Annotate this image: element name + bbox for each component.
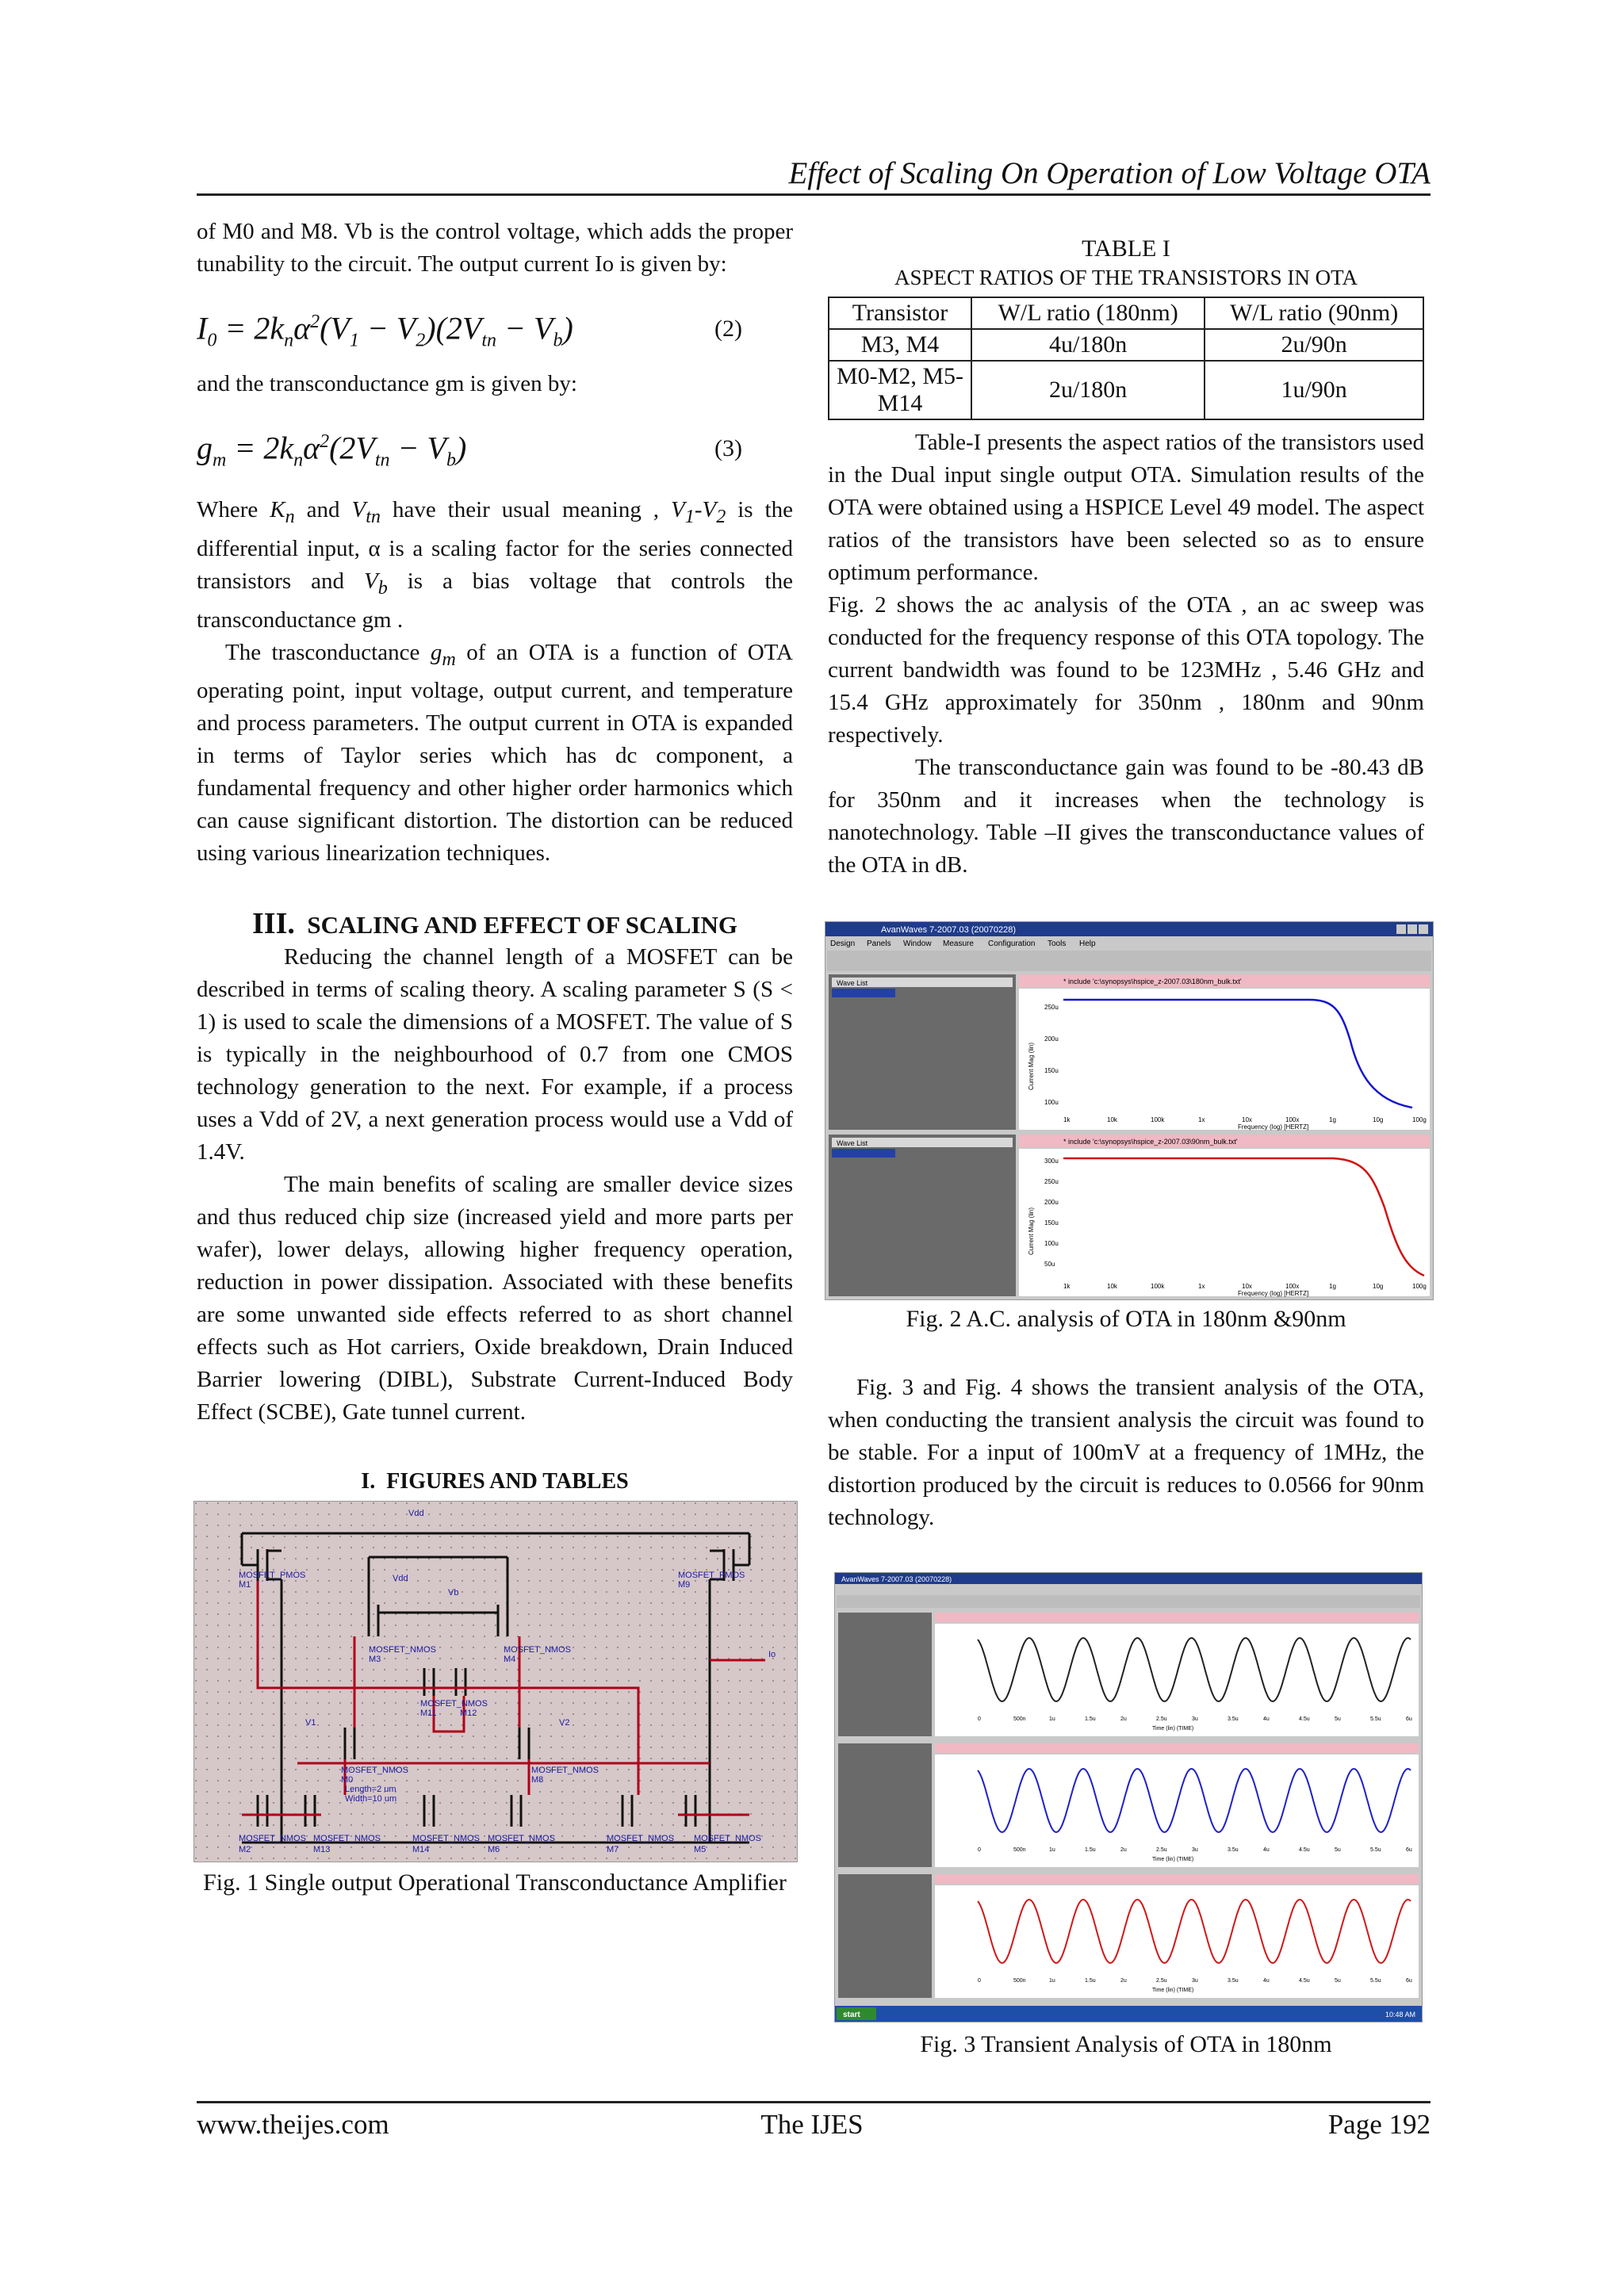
label-m4: M4: [504, 1655, 516, 1665]
table-row: [829, 361, 1423, 419]
label-m14: M14: [412, 1845, 430, 1855]
x-tick-label: 500n: [1013, 1978, 1026, 1984]
x-axis-label-1: Frequency (log) [HERTZ]: [1238, 1123, 1309, 1131]
x-tick-label: 5.5u: [1370, 1716, 1381, 1722]
table-cell: M3, M4: [829, 329, 971, 361]
plot-area: [935, 1755, 1419, 1867]
label-v2: V2: [559, 1718, 570, 1728]
x-tick-label: 1u: [1049, 1978, 1055, 1984]
table-cell: 2u/90n: [1205, 329, 1423, 361]
section-heading-figures: I. FIGURES AND TABLES: [361, 1469, 629, 1494]
panel-title-bar: [935, 1874, 1419, 1884]
x-tick-label: 2u: [1120, 1847, 1127, 1853]
label-vdd-mid: Vdd: [393, 1574, 408, 1584]
label-nmos-m5: MOSFET_NMOS: [694, 1834, 761, 1844]
label-m3: M3: [369, 1655, 381, 1665]
paragraph-intro: of M0 and M8. Vb is the control voltage, which adds the proper tunability to the circuit. The output current Io is given by:: [197, 219, 793, 277]
x-tick-label: 2u: [1120, 1716, 1127, 1722]
figure-1-caption: Fig. 1 Single output Operational Transconductance Amplifier: [203, 1869, 787, 1896]
header-rule: [197, 193, 1431, 196]
wave-list-label-2: Wave List: [837, 1139, 868, 1147]
svg-text:100g: 100g: [1412, 1283, 1427, 1290]
label-m9: M9: [678, 1580, 691, 1590]
figure-3-transient: [834, 1572, 1423, 2022]
x-tick-label: 5.5u: [1370, 1847, 1381, 1853]
x-tick-label: 4u: [1263, 1847, 1270, 1853]
equation-3: [197, 415, 793, 478]
x-tick-label: 1u: [1049, 1847, 1055, 1853]
x-tick-label: 2.5u: [1156, 1716, 1167, 1722]
x-tick-label: 3.5u: [1228, 1978, 1239, 1984]
taskbar-clock: 10:48 AM: [1385, 2011, 1416, 2019]
menu-measure[interactable]: Measure: [943, 939, 974, 948]
x-tick-label: 3u: [1192, 1978, 1198, 1984]
label-vdd-top: Vdd: [408, 1509, 424, 1519]
panel-1-title: * include 'c:\synopsys\hspice_z-2007.03\180nm_bulk.txt': [1063, 978, 1242, 985]
label-nmos-m2: MOSFET_NMOS: [239, 1834, 306, 1844]
label-io: Io: [768, 1650, 776, 1660]
taskbar: [835, 2006, 1422, 2022]
footer-page-number: Page 192: [1327, 2109, 1431, 2140]
panel-title-bar: [935, 1743, 1419, 1753]
label-m5: M5: [694, 1845, 707, 1855]
svg-text:100k: 100k: [1151, 1283, 1165, 1290]
svg-text:100g: 100g: [1412, 1116, 1427, 1123]
paragraph-scaling-2: The main benefits of scaling are smaller device sizes and thus reduced chip size (increased yield and more parts per wafer), lower delays, allowing higher frequency operation, reduction in power dissipation. Associated with these benefits are some unwanted side effects referred to as short channel effects such as Hot carriers, Oxide breakdown, Drain Induced Barrier lowering (DIBL), Substrate Current-Induced Body Effect (SCBE), Gate tunnel current.: [197, 1172, 793, 1425]
svg-text:10x: 10x: [1242, 1283, 1252, 1290]
transient-panel-2: [838, 1743, 1419, 1867]
x-tick-label: 5u: [1335, 1716, 1341, 1722]
figure-2-caption: Fig. 2 A.C. analysis of OTA in 180nm &90nm: [906, 1306, 1346, 1332]
x-tick-label: 0: [978, 1978, 981, 1984]
x-tick-label: 500n: [1013, 1847, 1026, 1853]
x-axis-label-2: Frequency (log) [HERTZ]: [1238, 1290, 1309, 1297]
svg-text:10k: 10k: [1107, 1283, 1117, 1290]
svg-text:10k: 10k: [1107, 1116, 1117, 1123]
fig3-toolbar: [837, 1595, 1420, 1608]
label-nmos-m13: MOSFET_NMOS: [313, 1834, 381, 1844]
x-tick-label: 1.5u: [1085, 1716, 1096, 1722]
x-tick-label: 3u: [1192, 1847, 1198, 1853]
label-m6: M6: [488, 1845, 500, 1855]
svg-text:100k: 100k: [1151, 1116, 1165, 1123]
x-tick-label: 1u: [1049, 1716, 1055, 1722]
x-tick-label: 6u: [1406, 1847, 1412, 1853]
x-tick-label: 2.5u: [1156, 1847, 1167, 1853]
label-m0: M0: [341, 1775, 354, 1785]
svg-text:150u: 150u: [1044, 1219, 1059, 1226]
paragraph-gm: and the transconductance gm is given by:: [197, 371, 577, 396]
equation-2: [197, 295, 793, 358]
window-title: AvanWaves 7-2007.03 (20070228): [881, 925, 1017, 935]
table-header-180nm: W/L ratio (180nm): [971, 297, 1205, 329]
plot-area: [935, 1885, 1419, 1998]
y-axis-label-1: Current Mag (lin): [1028, 1042, 1035, 1090]
svg-text:10x: 10x: [1242, 1116, 1252, 1123]
table-title: TABLE I: [1082, 235, 1170, 262]
paragraph-where: Where $K_n$ and $V_{tn}$ have their usual meaning , $V_1-V_2$ is the differential input, α is a scaling factor for the series connected transistors and $V_b$ is a bias voltage that controls the transconductance gm .: [197, 497, 793, 633]
x-tick-label: 6u: [1406, 1716, 1412, 1722]
label-m13: M13: [313, 1845, 331, 1855]
x-tick-label: 4u: [1263, 1716, 1270, 1722]
table-row: [829, 329, 1423, 361]
wave-list-panel-1: [829, 974, 1016, 1130]
menu-panels[interactable]: Panels: [867, 939, 891, 948]
table-header-row: [829, 297, 1423, 329]
x-tick-label: 2.5u: [1156, 1978, 1167, 1984]
paragraph-table-desc: Table-I presents the aspect ratios of the transistors used in the Dual input single output OTA. Simulation results of the OTA were obtained using a HSPICE Level 49 model. The aspect ratios of the transistors have been selected so as to ensure optimum performance.: [828, 430, 1424, 585]
paragraph-gain: The transconductance gain was found to be -80.43 dB for 350nm and it increases when the technology is nanotechnology. Table –II gives the transconductance values of the OTA in dB.: [828, 755, 1424, 878]
svg-text:50u: 50u: [1044, 1261, 1055, 1268]
menu-configuration[interactable]: Configuration: [988, 939, 1036, 948]
svg-text:250u: 250u: [1044, 1178, 1059, 1185]
x-tick-label: 2u: [1120, 1978, 1127, 1984]
svg-text:300u: 300u: [1044, 1158, 1059, 1165]
x-tick-label: 5u: [1335, 1847, 1341, 1853]
label-nmos-m14: MOSFET_NMOS: [412, 1834, 480, 1844]
label-m7: M7: [607, 1845, 619, 1855]
label-vb: Vb: [448, 1588, 459, 1598]
equation-2-body: $I_0 = 2k_n\alpha^2(V_1 - V_2)(2V_{tn} - V_b)$: [197, 310, 573, 351]
svg-text:10g: 10g: [1373, 1116, 1384, 1123]
left-column: [197, 216, 793, 1899]
label-nmos-m4: MOSFET_NMOS: [504, 1645, 571, 1655]
svg-text:100x: 100x: [1285, 1283, 1300, 1290]
table-aspect-ratios: [828, 297, 1424, 420]
x-tick-label: 1.5u: [1085, 1978, 1096, 1984]
label-pmos-m9: MOSFET_PMOS: [678, 1571, 745, 1581]
x-tick-label: 5u: [1335, 1978, 1341, 1984]
paragraph-transient: Fig. 3 and Fig. 4 shows the transient analysis of the OTA, when conducting the transient analysis the circuit was found to be stable. For a input of 100mV at a frequency of 1MHz, the distortion produced by the circuit is reduces to 0.0566 for 90nm technology.: [828, 1375, 1424, 1530]
x-tick-label: 3.5u: [1228, 1847, 1239, 1853]
x-tick-label: 3u: [1192, 1716, 1198, 1722]
label-m2: M2: [239, 1845, 251, 1855]
section-heading-scaling: III. SCALING AND EFFECT OF SCALING: [252, 907, 737, 941]
svg-text:100u: 100u: [1044, 1099, 1059, 1106]
wave-list-panel: [838, 1743, 932, 1867]
label-pmos-m1: MOSFET_PMOS: [239, 1571, 306, 1581]
wave-list-panel: [838, 1874, 932, 1998]
label-m11: M11: [420, 1709, 437, 1719]
menu-help[interactable]: Help: [1079, 939, 1096, 948]
panel-title-bar: [935, 1613, 1419, 1622]
wave-list-panel: [838, 1613, 932, 1736]
svg-text:100x: 100x: [1285, 1116, 1300, 1123]
x-tick-label: 3.5u: [1228, 1716, 1239, 1722]
svg-text:1g: 1g: [1329, 1283, 1336, 1290]
svg-text:1k: 1k: [1063, 1116, 1071, 1123]
svg-text:150u: 150u: [1044, 1067, 1059, 1074]
paragraph-transconductance: The trasconductance $g_m$ of an OTA is a function of OTA operating point, input voltage, output current, and temperature and process parameters. The output current in OTA is expanded in terms of Taylor series which has dc component, a fundamental frequency and other higher order harmonics which can cause significant distortion. The distortion can be reduced using various linearization techniques.: [197, 639, 794, 867]
equation-3-body: $g_m = 2k_n\alpha^2(2V_{tn} - V_b)$: [197, 430, 467, 471]
label-nmos-m6: MOSFET_NMOS: [488, 1834, 555, 1844]
x-tick-label: 5.5u: [1370, 1978, 1381, 1984]
svg-text:1k: 1k: [1063, 1283, 1071, 1290]
panel-2-title: * include 'c:\synopsys\hspice_z-2007.03\90nm_bulk.txt': [1063, 1138, 1238, 1146]
svg-text:1x: 1x: [1198, 1283, 1205, 1290]
label-m8: M8: [531, 1775, 544, 1785]
svg-text:1x: 1x: [1198, 1116, 1205, 1123]
label-nmos-m0: MOSFET_NMOS: [341, 1766, 408, 1776]
svg-text:200u: 200u: [1044, 1035, 1059, 1043]
toolbar: [827, 951, 1431, 971]
label-width: Width=10 um: [345, 1794, 397, 1804]
svg-text:1g: 1g: [1329, 1116, 1336, 1123]
figure-2-ac-analysis: [825, 921, 1434, 1300]
start-label: start: [843, 2011, 860, 2019]
footer-rule: [197, 2101, 1431, 2103]
paragraph-scaling-1: Reducing the channel length of a MOSFET can be described in terms of scaling theory. A scaling parameter S (S < 1) is used to scale the dimensions of a MOSFET. The value of S is typically in the neighbourhood of 0.7 from one CMOS technology generation to the next. For example, if a process uses a Vdd of 2V, a next generation process would use a Vdd of 1.4V.: [197, 944, 793, 1165]
table-header-90nm: W/L ratio (90nm): [1205, 297, 1423, 329]
table-cell: M0-M2, M5-M14: [829, 361, 971, 419]
menu-design[interactable]: Design: [830, 939, 856, 948]
plot-area-1: [1019, 989, 1430, 1130]
running-head: Effect of Scaling On Operation of Low Voltage OTA: [788, 156, 1431, 190]
figure-3-caption: Fig. 3 Transient Analysis of OTA in 180nm: [920, 2031, 1332, 2057]
x-axis-label: Time (lin) (TIME): [1152, 1857, 1194, 1862]
wave-list-panel-2: [829, 1135, 1016, 1296]
wave-list-label-1: Wave List: [837, 979, 868, 987]
transient-panel-3: [838, 1874, 1419, 1998]
equation-3-number: (3): [714, 435, 742, 461]
svg-text:250u: 250u: [1044, 1004, 1059, 1011]
label-m12: M12: [460, 1709, 477, 1719]
table-cell: 1u/90n: [1205, 361, 1423, 419]
label-nmos-mid: MOSFET_NMOS: [420, 1699, 488, 1709]
fig3-window-title: AvanWaves 7-2007.03 (20070228): [841, 1575, 952, 1583]
table-header-transistor: Transistor: [829, 297, 971, 329]
svg-text:200u: 200u: [1044, 1199, 1059, 1206]
x-tick-label: 0: [978, 1716, 981, 1722]
label-v1: V1: [305, 1718, 316, 1728]
label-nmos-m3: MOSFET_NMOS: [369, 1645, 436, 1655]
x-tick-label: 4.5u: [1299, 1978, 1310, 1984]
label-length: Length=2 um: [345, 1785, 396, 1795]
x-axis-label: Time (lin) (TIME): [1152, 1726, 1194, 1732]
x-tick-label: 4.5u: [1299, 1716, 1310, 1722]
footer-url: www.theijes.com: [197, 2109, 389, 2140]
table-cell: 4u/180n: [971, 329, 1205, 361]
figure-1-circuit: [193, 1501, 798, 1862]
x-tick-label: 0: [978, 1847, 981, 1853]
right-column: [828, 216, 1427, 2061]
y-axis-label-2: Current Mag (lin): [1028, 1207, 1035, 1255]
svg-text:10g: 10g: [1373, 1283, 1384, 1290]
table-subtitle: ASPECT RATIOS OF THE TRANSISTORS IN OTA: [894, 266, 1358, 289]
x-tick-label: 500n: [1013, 1716, 1026, 1722]
footer-journal: The IJES: [760, 2109, 864, 2140]
menu-tools[interactable]: Tools: [1048, 939, 1067, 948]
equation-2-number: (2): [714, 316, 742, 342]
plot-area: [935, 1624, 1419, 1736]
table-cell: 2u/180n: [971, 361, 1205, 419]
svg-text:100u: 100u: [1044, 1240, 1059, 1247]
label-nmos-m8: MOSFET_NMOS: [531, 1766, 599, 1776]
transient-panel-1: [838, 1613, 1419, 1736]
x-tick-label: 4u: [1263, 1978, 1270, 1984]
x-tick-label: 1.5u: [1085, 1847, 1096, 1853]
paragraph-ac-analysis: Fig. 2 shows the ac analysis of the OTA , an ac sweep was conducted for the frequency response of this OTA topology. The current bandwidth was found to be 123MHz , 5.46 GHz and 15.4 GHz approximately for 350nm , 180nm and 90nm respectively.: [828, 592, 1424, 748]
menu-window[interactable]: Window: [903, 939, 932, 948]
label-nmos-m7: MOSFET_NMOS: [607, 1834, 674, 1844]
x-axis-label: Time (lin) (TIME): [1152, 1988, 1194, 1993]
x-tick-label: 4.5u: [1299, 1847, 1310, 1853]
x-tick-label: 6u: [1406, 1978, 1412, 1984]
label-m1: M1: [239, 1580, 251, 1590]
plot-area-2: [1019, 1149, 1430, 1296]
